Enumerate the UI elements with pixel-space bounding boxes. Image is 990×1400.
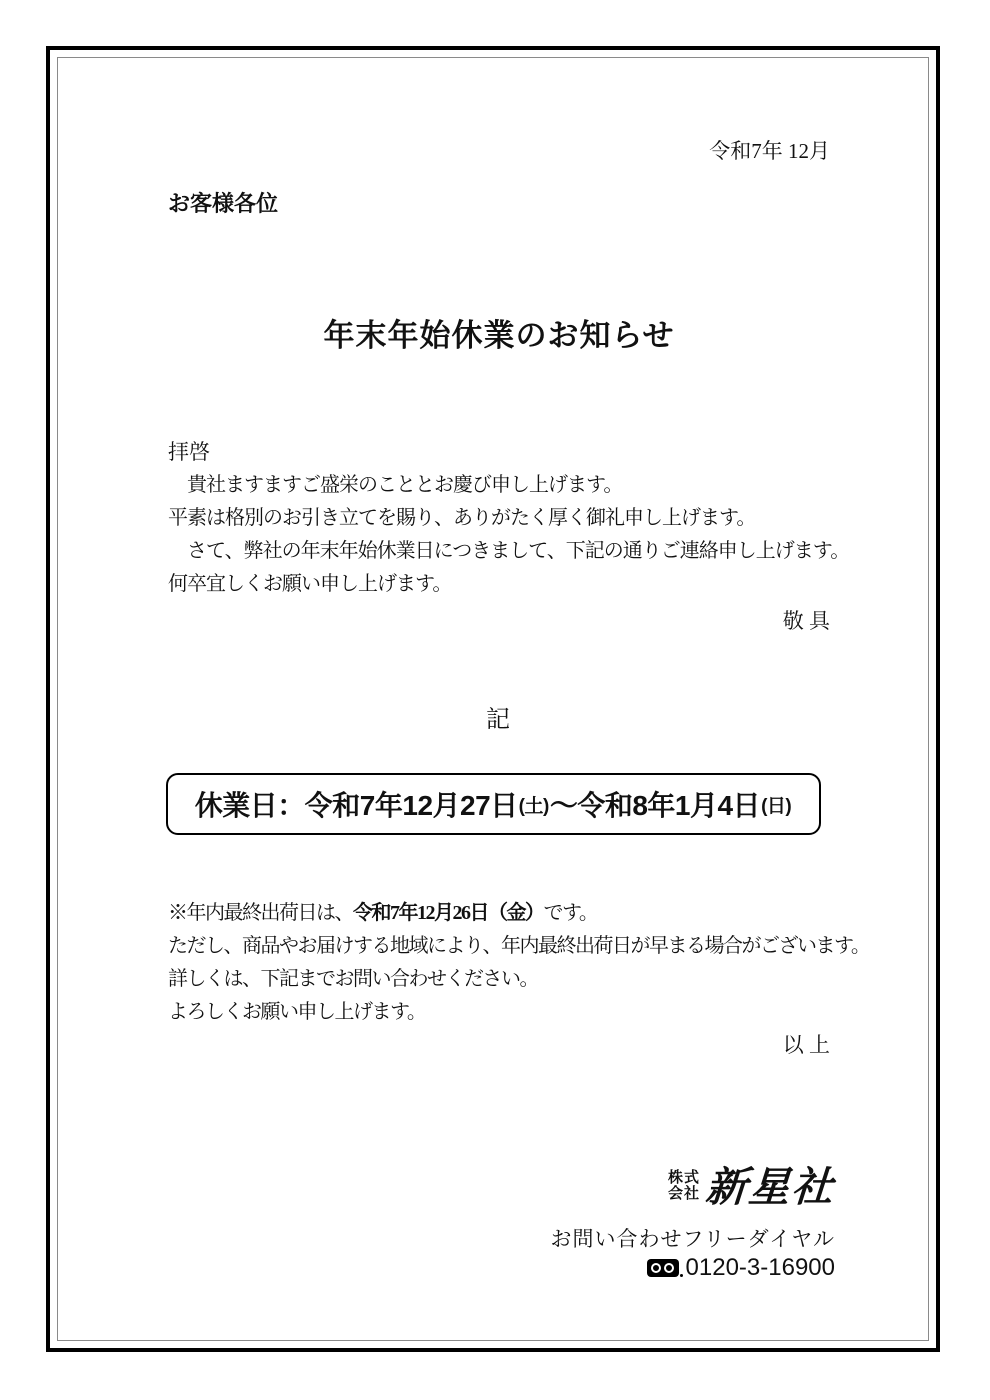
body-paragraph: 平素は格別のお引き立てを賜り、ありがたく厚く御礼申し上げます。 xyxy=(168,507,756,529)
phone-number: 0120-3-16900 xyxy=(685,1254,835,1281)
body-paragraph: さて、弊社の年末年始休業日につきまして、下記の通りご連絡申し上げます。 xyxy=(168,540,850,562)
shipping-note-line2: ただし、商品やお届けする地域により、年内最終出荷日が早まる場合がございます。 xyxy=(168,935,870,957)
holiday-end-day: (日) xyxy=(761,795,792,817)
salutation: 拝啓 xyxy=(168,440,210,464)
freedial-tm-dot xyxy=(680,1274,683,1277)
freedial-icon xyxy=(647,1259,679,1277)
notice-title: 年末年始休業のお知らせ xyxy=(323,318,675,353)
body-paragraph: 貴社ますますご盛栄のこととお慶び申し上げます。 xyxy=(168,474,623,496)
closing-word: 敬 具 xyxy=(782,609,830,633)
company-prefix-line2: 会社 xyxy=(667,1184,700,1202)
note1-suffix: です。 xyxy=(543,902,598,924)
record-marker: 記 xyxy=(486,707,512,733)
holiday-end-date: 令和8年1月4日 xyxy=(577,790,761,821)
holiday-start-date: 令和7年12月27日 xyxy=(304,790,518,821)
recipient: お客様各位 xyxy=(168,191,279,216)
holiday-range-tilde: ～ xyxy=(549,790,578,821)
body-paragraph: 何卒宜しくお願い申し上げます。 xyxy=(168,573,452,595)
shipping-note-line3: 詳しくは、下記までお問い合わせください。 xyxy=(168,968,538,990)
note1-final-ship-date: 令和7年12月26日（金） xyxy=(353,902,544,924)
company-name: 新星社 xyxy=(704,1164,837,1210)
company-prefix-line1: 株式 xyxy=(667,1168,700,1186)
note1-prefix: ※年内最終出荷日は、 xyxy=(168,902,353,924)
company-prefix xyxy=(668,1170,700,1202)
letter-content xyxy=(168,0,870,1281)
issue-date: 令和7年 12月 xyxy=(709,139,830,163)
contact-label: お問い合わせフリーダイヤル xyxy=(550,1228,835,1251)
letter-footer xyxy=(168,1154,835,1281)
shipping-note-line1 xyxy=(168,897,830,930)
shipping-note-line4: よろしくお願い申し上げます。 xyxy=(168,1001,426,1023)
company-logo xyxy=(668,1154,835,1213)
holiday-box xyxy=(166,773,821,835)
holiday-start-day: (土) xyxy=(518,795,549,817)
holiday-label: 休業日： xyxy=(194,790,305,821)
phone-line xyxy=(168,1255,835,1281)
end-marker: 以 上 xyxy=(782,1033,830,1057)
